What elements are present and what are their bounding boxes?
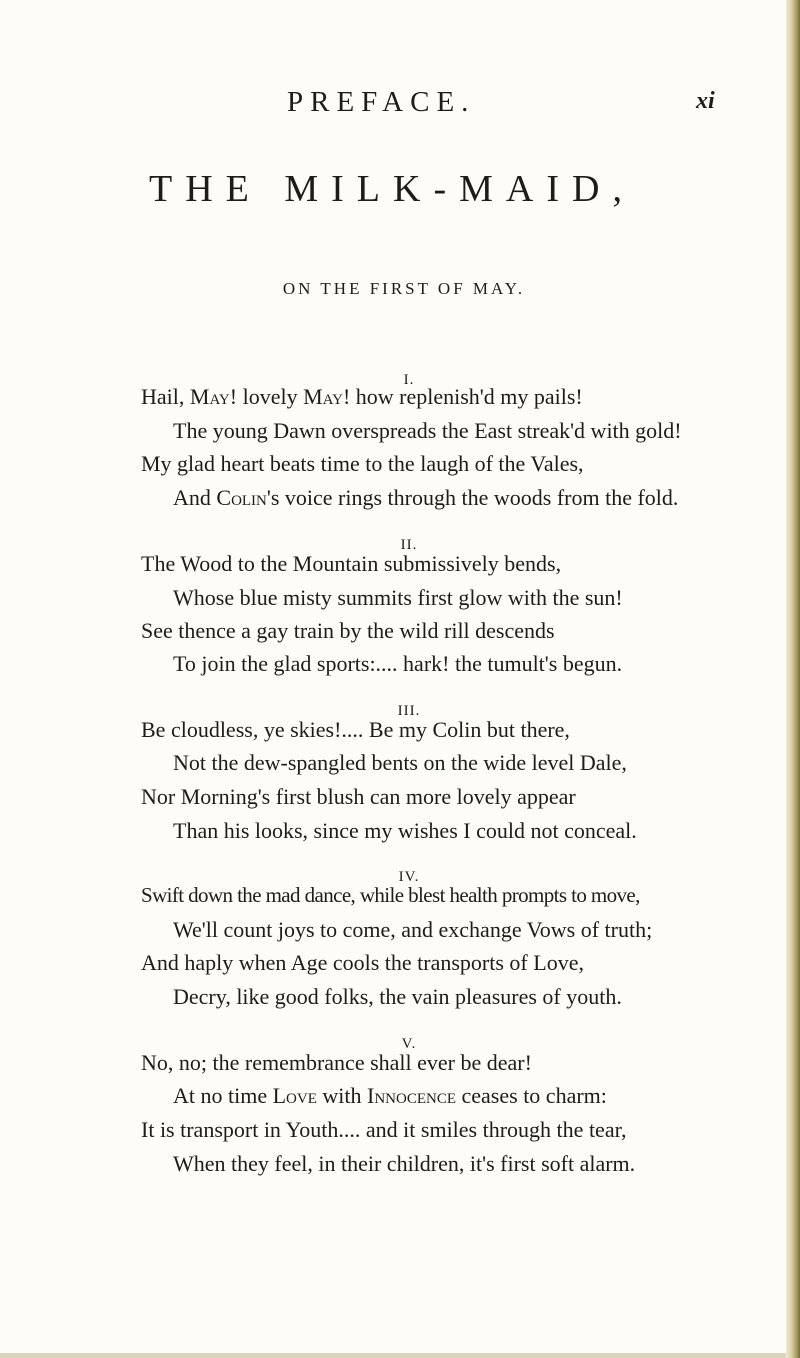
stanza-5-line-2: At no time Love with Innocence ceases to charm: [173,1083,607,1108]
stanza-4-line-3: And haply when Age cools the transports of Love, [141,950,584,975]
stanza-3-line-3: Nor Morning's first blush can more lovely appear [141,784,576,809]
stanza-3-numeral: III. [397,703,421,719]
stanza-2-line-3: See thence a gay train by the wild rill descends [141,618,555,643]
running-head: PREFACE. [287,86,476,118]
stanza-5-line-1: No, no; the remembrance shall ever be dear! [141,1050,532,1075]
poem-title: THE MILK-MAID, [149,168,635,210]
stanza-4-line-2: We'll count joys to come, and exchange Vows of truth; [173,917,653,942]
stanza-4-line-4: Decry, like good folks, the vain pleasures of youth. [173,984,622,1009]
stanza-5-numeral: V. [401,1036,417,1052]
stanza-1-line-4: And Colin's voice rings through the woods from the fold. [173,485,679,510]
stanza-1-line-2: The young Dawn overspreads the East streak'd with gold! [173,418,682,443]
stanza-2-numeral: II. [400,537,418,553]
stanza-1-line-1: Hail, May! lovely May! how replenish'd my pails! [141,384,583,409]
stanza-1-numeral: I. [403,372,415,388]
page-number: xi [696,88,715,114]
poem-subtitle: ON THE FIRST OF MAY. [282,279,526,298]
page-binding-edge [786,0,800,1358]
stanza-2-line-4: To join the glad sports:.... hark! the tumult's begun. [173,651,623,676]
stanza-1-line-3: My glad heart beats time to the laugh of the Vales, [141,451,584,476]
stanza-5-line-3: It is transport in Youth.... and it smiles through the tear, [141,1117,627,1142]
stanza-4-line-1: Swift down the mad dance, while blest health prompts to move, [141,883,640,907]
stanza-4-numeral: IV. [398,869,420,885]
stanza-2-line-1: The Wood to the Mountain submissively bends, [141,551,562,576]
stanza-3-line-1: Be cloudless, ye skies!.... Be my Colin but there, [141,717,570,742]
page-bottom-shadow [0,1353,786,1358]
stanza-5-line-4: When they feel, in their children, it's first soft alarm. [173,1151,636,1176]
stanza-3-line-4: Than his looks, since my wishes I could not conceal. [173,818,637,843]
stanza-2-line-2: Whose blue misty summits first glow with the sun! [173,585,623,610]
stanza-3-line-2: Not the dew-spangled bents on the wide level Dale, [173,750,627,775]
